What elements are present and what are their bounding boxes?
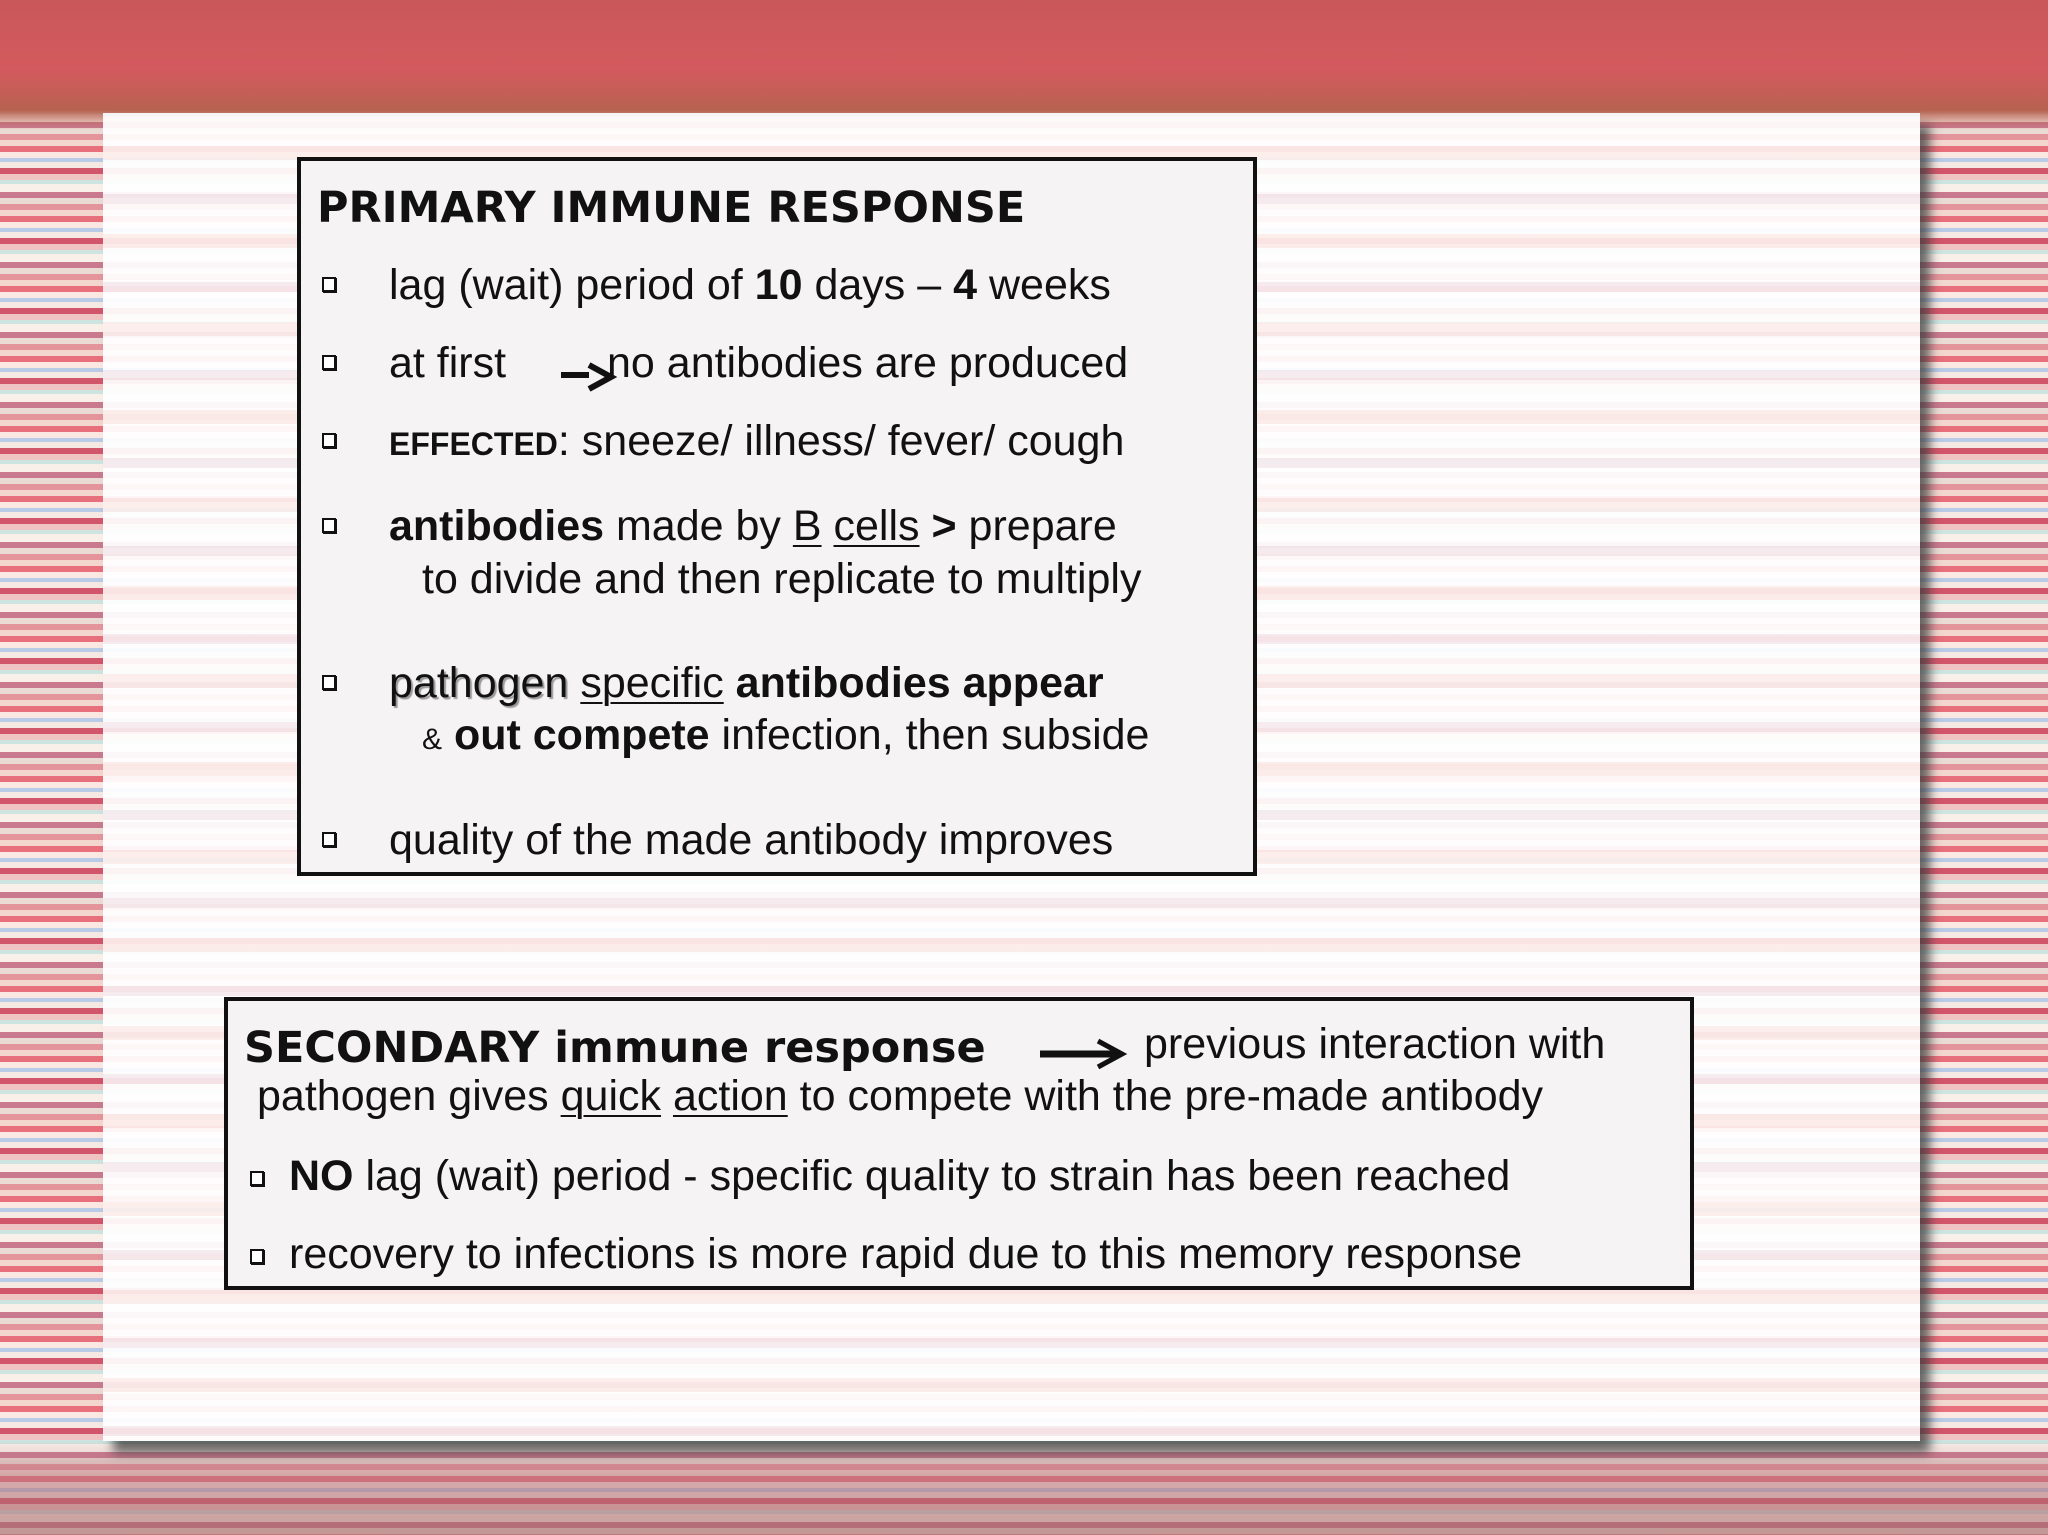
primary-bullet-at-first: at first [389, 339, 507, 387]
background-stripes [0, 1440, 2048, 1535]
bullet-icon [322, 277, 336, 292]
bullet-icon [250, 1171, 264, 1186]
primary-bullet-antibodies: antibodies made by B cells > prepare [389, 502, 1117, 550]
primary-title: PRIMARY IMMUNE RESPONSE [317, 183, 1026, 233]
right-arrow-icon [1038, 1037, 1128, 1071]
secondary-intro-text: previous interaction with [1144, 1020, 1606, 1068]
secondary-bullet-recovery: recovery to infections is more rapid due to this memory response [289, 1230, 1523, 1278]
primary-bullet-pathogen-cont: & out compete infection, then subside [422, 711, 1150, 759]
secondary-response-box [224, 997, 1694, 1290]
bullet-icon [322, 355, 336, 370]
secondary-title: SECONDARY immune response [244, 1023, 986, 1073]
secondary-intro-cont: pathogen gives quick action to compete with the pre-made antibody [257, 1072, 1544, 1120]
primary-bullet-effected: EFFECTED: sneeze/ illness/ fever/ cough [389, 417, 1125, 465]
bullet-icon [322, 675, 336, 690]
primary-response-box [297, 157, 1257, 876]
primary-bullet-lag: lag (wait) period of 10 days – 4 weeks [389, 261, 1111, 309]
bullet-icon [250, 1249, 264, 1264]
primary-bullet-pathogen: pathogen specific antibodies appear [389, 659, 1104, 707]
bullet-icon [322, 433, 336, 448]
secondary-bullet-no-lag: NO lag (wait) period - specific quality to strain has been reached [289, 1152, 1511, 1200]
primary-bullet-quality: quality of the made antibody improves [389, 816, 1114, 864]
primary-bullet-no-antibodies: no antibodies are produced [607, 339, 1129, 387]
bullet-icon [322, 832, 336, 847]
primary-bullet-antibodies-cont: to divide and then replicate to multiply [422, 555, 1142, 603]
bullet-icon [322, 518, 336, 533]
